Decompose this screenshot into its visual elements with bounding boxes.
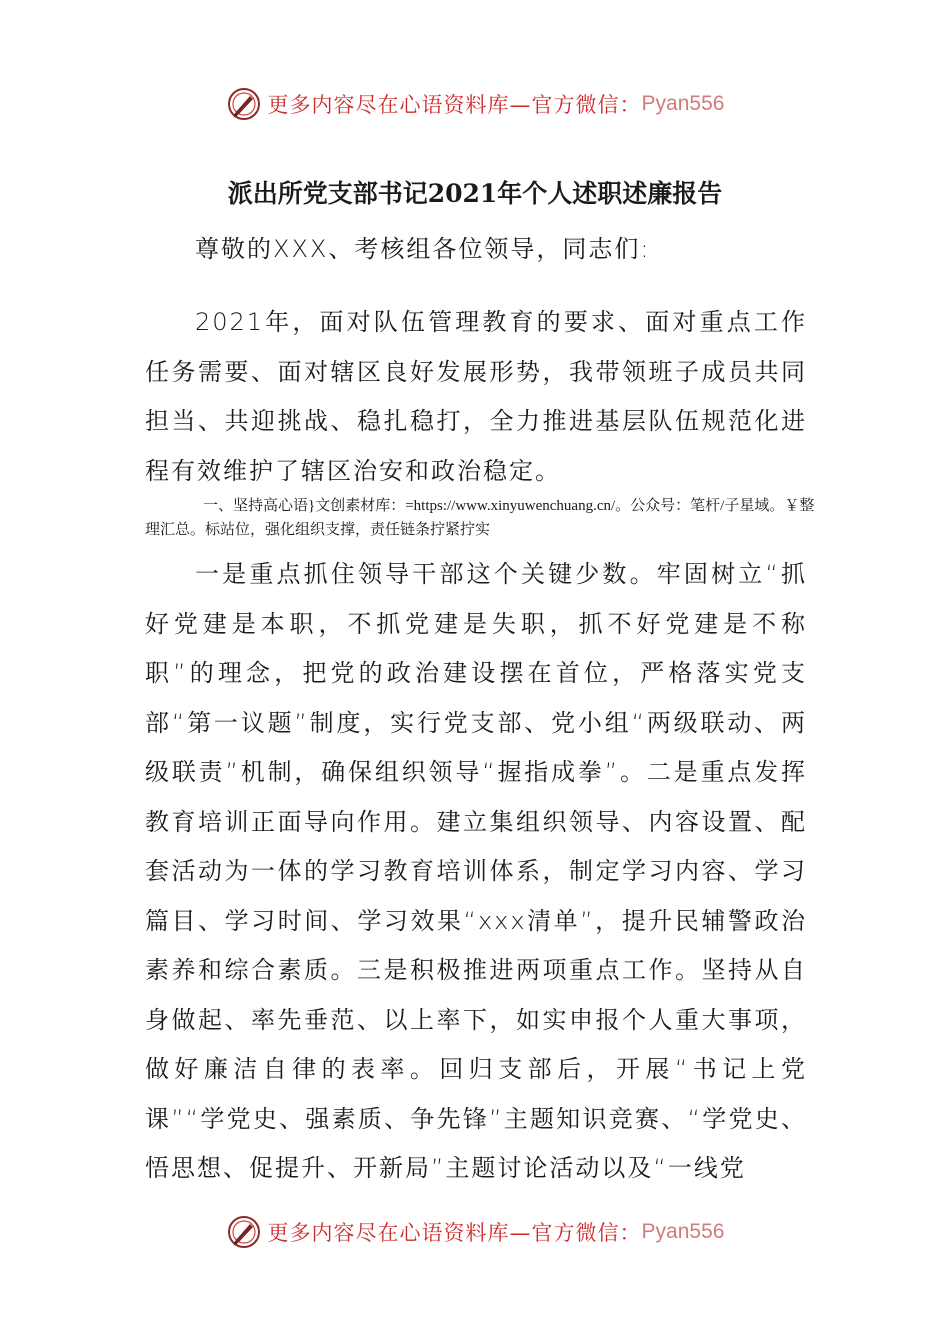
banner-wechat-handle: Pyan556 bbox=[641, 92, 725, 115]
pen-logo-icon bbox=[226, 86, 262, 122]
header-watermark-banner bbox=[0, 84, 950, 124]
body-paragraph: 一是重点抓住领导干部这个关键少数。牢固树立“抓好党建是本职，不抓党建是失职，抓不好党建是不称职”的理念，把党的政治建设摆在首位，严格落实党支部“第一议题”制度，实行党支部、党小组“两级联动、两级联责”机制，确保组织领导“握指成拳”。二是重点发挥教育培训正面导向作用。建立集组织领导、内容设置、配套活动为一体的学习教育培训体系，制定学习内容、学习篇目、学习时间、学习效果“xxx清单”，提升民辅警政治素养和综合素质。三是积极推进两项重点工作。坚持从自身做起、率先垂范、以上率下，如实申报个人重大事项，做好廉洁自律的表率。回归支部后，开展“书记上党课”“学党史、强素质、争先锋”主题知识竞赛、“学党史、悟思想、促提升、开新局”主题讨论活动以及“一线党 bbox=[145, 560, 807, 1182]
salutation: 尊敬的XXX、考核组各位领导，同志们: bbox=[195, 235, 651, 263]
pen-logo-icon bbox=[226, 1214, 262, 1250]
footer-watermark-banner bbox=[0, 1212, 950, 1252]
document-title: 派出所党支部书记2021年个人述职述廉报告 bbox=[227, 179, 723, 208]
banner-text: 更多内容尽在心语资料库—官方微信： bbox=[267, 1221, 642, 1245]
intro-paragraph: 2021年，面对队伍管理教育的要求、面对重点工作任务需要、面对辖区良好发展形势，我带领班子成员共同担当、共迎挑战、稳扎稳打，全力推进基层队伍规范化进程有效维护了辖区治安和政治稳定。 bbox=[145, 308, 807, 485]
section-heading-note: 一、坚持高心语}文创素材库：=https://www.xinyuwenchuang.cn/。公众号：笔杆/子星域。￥整理汇总。标站位，强化组织支撑，责任链条拧紧拧实 bbox=[145, 498, 815, 538]
banner-wechat-handle: Pyan556 bbox=[641, 1220, 725, 1243]
banner-text: 更多内容尽在心语资料库—官方微信： bbox=[267, 93, 642, 117]
